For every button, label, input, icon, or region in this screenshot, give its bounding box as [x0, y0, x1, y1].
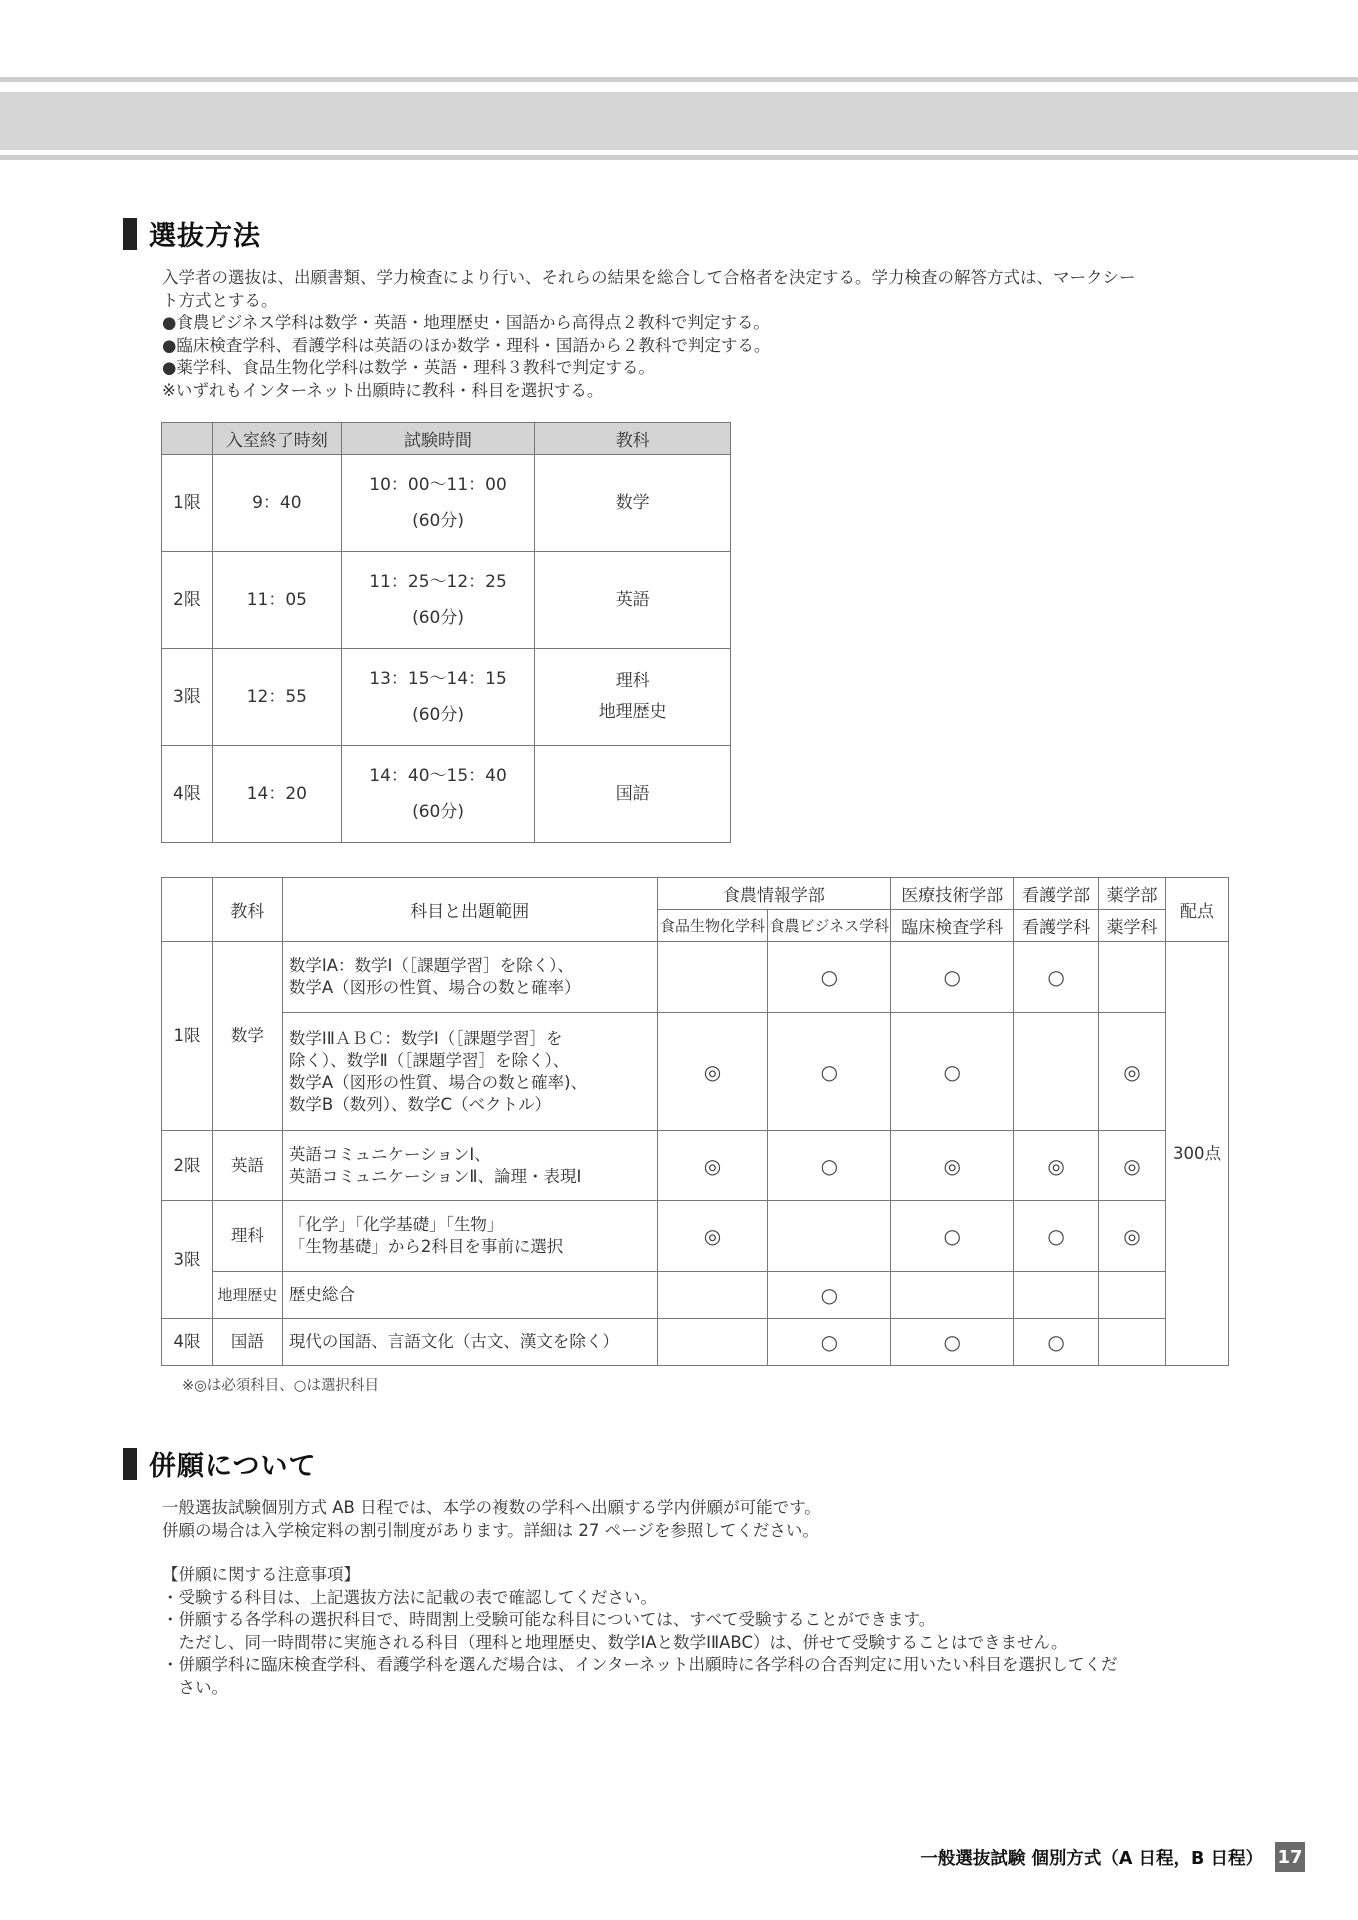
mark-cell	[768, 1201, 891, 1272]
paragraph-line: 一般選抜試験個別方式 AB 日程では、本学の複数の学科へ出願する学内併願が可能です。	[162, 1498, 821, 1517]
table-row	[162, 1131, 1229, 1201]
mark-cell	[1014, 1013, 1099, 1131]
subject: 理科	[615, 671, 650, 691]
period-cell: 4限	[162, 746, 213, 843]
range-line: 英語コミュニケーションⅡ、論理・表現Ⅰ	[288, 1166, 582, 1186]
mark-cell	[657, 942, 768, 1013]
header-subject: 教科	[212, 878, 282, 942]
schedule-header-cell: 入室終了時刻	[212, 423, 341, 455]
exam-time: 14：40〜15：40	[369, 766, 507, 786]
header-dept: 薬学科	[1099, 910, 1166, 942]
mark-cell: ○	[768, 1131, 891, 1201]
section-marker	[123, 1448, 137, 1480]
exam-time: 10：00〜11：00	[369, 475, 507, 495]
schedule-row	[162, 552, 731, 649]
mark-cell	[1099, 1319, 1166, 1366]
subject: 数学	[615, 493, 650, 513]
range-line: 数学ⅠⅡＡＢＣ：数学Ⅰ（［課題学習］を	[288, 1028, 563, 1048]
table-note: ※◎は必須科目、○は選択科目	[182, 1378, 379, 1394]
footer-title: 一般選抜試験 個別方式（A 日程，B 日程）	[920, 1848, 1263, 1869]
period-cell: 1限	[162, 455, 213, 552]
paragraph-line: ただし、同一時間帯に実施される科目（理科と地理歴史、数学ⅠAと数学ⅠⅡABC）は、併せて受験することはできません。	[162, 1632, 1068, 1652]
header-line-bottom	[0, 155, 1358, 160]
paragraph-line: ●臨床検査学科、看護学科は英語のほか数学・理科・国語から２教科で判定する。	[162, 335, 771, 355]
exam-time: 13：15〜14：15	[369, 669, 507, 689]
header-faculty: 食農情報学部	[657, 878, 891, 910]
header-dept: 食農ビジネス学科	[768, 910, 891, 942]
mark-cell: ○	[768, 1013, 891, 1131]
range-line: 「化学」「化学基礎」「生物」	[288, 1215, 504, 1234]
exam-time-cell	[341, 649, 535, 746]
page-footer	[920, 1842, 1305, 1872]
header-dept: 食品生物化学科	[657, 910, 768, 942]
range-cell	[282, 942, 657, 1013]
range-line: 現代の国語、言語文化（古文、漢文を除く）	[288, 1332, 619, 1351]
header-points: 配点	[1166, 878, 1229, 942]
paragraph-line: さい。	[162, 1677, 228, 1697]
exam-time-cell	[341, 746, 535, 843]
section-title-selection	[123, 214, 261, 253]
mark-cell	[891, 1272, 1014, 1319]
mark-cell	[1099, 942, 1166, 1013]
range-line: 除く）、数学Ⅱ（［課題学習］を除く）、	[288, 1050, 570, 1070]
range-line: 数学A（図形の性質、場合の数と確率)、	[288, 1072, 588, 1092]
header-line-top	[0, 77, 1358, 82]
range-cell	[282, 1013, 657, 1131]
mark-cell: ○	[891, 1013, 1014, 1131]
period-cell: 2限	[162, 1131, 213, 1201]
mark-cell: ○	[1014, 1319, 1099, 1366]
mark-cell: ◎	[1014, 1131, 1099, 1201]
section-title-combined-application	[123, 1444, 316, 1483]
schedule-row	[162, 649, 731, 746]
section-title-text: 併願について	[149, 1451, 317, 1482]
exam-time-cell	[341, 552, 535, 649]
section-marker	[123, 218, 137, 250]
range-cell	[282, 1272, 657, 1319]
paragraph-line	[162, 1542, 1242, 1564]
mark-cell: ◎	[657, 1013, 768, 1131]
range-cell	[282, 1201, 657, 1272]
points-cell: 300点	[1166, 942, 1229, 1366]
header-faculty: 医療技術学部	[891, 878, 1014, 910]
mark-cell: ○	[891, 942, 1014, 1013]
mark-cell	[657, 1319, 768, 1366]
exam-time: 11：25〜12：25	[369, 572, 507, 592]
subject-cell: 英語	[212, 1131, 282, 1201]
table-row	[162, 1319, 1229, 1366]
paragraph-line: 【併願に関する注意事項】	[162, 1565, 360, 1584]
range-line: 数学ⅠA：数学Ⅰ（［課題学習］を除く）、	[288, 956, 574, 975]
paragraph-line: 入学者の選抜は、出願書類、学力検査により行い、それらの結果を総合して合格者を決定する。学力検査の解答方式は、マークシー	[162, 268, 1136, 287]
paragraph-line: ・併願学科に臨床検査学科、看護学科を選んだ場合は、インターネット出願時に各学科の合否判定に用いたい科目を選択してくだ	[162, 1655, 1118, 1674]
schedule-row	[162, 455, 731, 552]
header-faculty: 看護学部	[1014, 878, 1099, 910]
header-empty	[162, 878, 213, 942]
range-line: 数学A（図形の性質、場合の数と確率）	[288, 978, 581, 997]
period-cell: 2限	[162, 552, 213, 649]
mark-cell: ◎	[657, 1131, 768, 1201]
section-title-text: 選抜方法	[149, 221, 261, 252]
subject-cell	[535, 455, 731, 552]
subject: 国語	[615, 784, 650, 804]
paragraph-line: ト方式とする。	[162, 290, 278, 310]
exam-duration: (60分)	[412, 802, 464, 822]
range-line: 歴史総合	[288, 1285, 355, 1304]
entry-time-cell: 11：05	[212, 552, 341, 649]
paragraph-line: 併願の場合は入学検定料の割引制度があります。詳細は 27 ページを参照してください。	[162, 1520, 819, 1540]
mark-cell: ◎	[1099, 1013, 1166, 1131]
header-dept: 看護学科	[1014, 910, 1099, 942]
entry-time-cell: 9：40	[212, 455, 341, 552]
period-cell: 3限	[162, 1201, 213, 1319]
subject-alt: 地理歴史	[598, 702, 667, 722]
subject-cell: 国語	[212, 1319, 282, 1366]
schedule-row	[162, 746, 731, 843]
subject-cell	[535, 649, 731, 746]
subject-cell	[535, 746, 731, 843]
schedule-header-cell: 試験時間	[341, 423, 535, 455]
table-row	[162, 942, 1229, 1013]
entry-time-cell: 12：55	[212, 649, 341, 746]
subject-cell	[535, 552, 731, 649]
range-line: 数学B（数列）、数学C（ベクトル）	[288, 1094, 551, 1114]
paragraph-line: ・受験する科目は、上記選抜方法に記載の表で確認してください。	[162, 1587, 657, 1607]
period-cell: 1限	[162, 942, 213, 1131]
subjects-header-row	[162, 878, 1229, 910]
mark-cell: ◎	[891, 1131, 1014, 1201]
subject-cell: 地理歴史	[212, 1272, 282, 1319]
range-cell	[282, 1319, 657, 1366]
mark-cell: ○	[768, 942, 891, 1013]
entry-time-cell: 14：20	[212, 746, 341, 843]
table-row	[162, 1013, 1229, 1131]
range-cell	[282, 1131, 657, 1201]
subject-cell: 理科	[212, 1201, 282, 1272]
page-number: 17	[1275, 1842, 1305, 1872]
table-row	[162, 1272, 1229, 1319]
schedule-header-cell	[162, 423, 213, 455]
mark-cell: ○	[1014, 1201, 1099, 1272]
exam-time-cell	[341, 455, 535, 552]
mark-cell: ○	[768, 1272, 891, 1319]
table-row	[162, 1201, 1229, 1272]
header-band	[0, 92, 1358, 150]
header-faculty: 薬学部	[1099, 878, 1166, 910]
exam-duration: (60分)	[412, 705, 464, 725]
mark-cell: ○	[891, 1319, 1014, 1366]
schedule-table	[161, 422, 731, 843]
mark-cell: ◎	[1099, 1201, 1166, 1272]
mark-cell: ○	[768, 1319, 891, 1366]
subject-cell: 数学	[212, 942, 282, 1131]
combined-application-text	[162, 1497, 1242, 1699]
mark-cell	[1014, 1272, 1099, 1319]
paragraph-line: ●薬学科、食品生物化学科は数学・英語・理科３教科で判定する。	[162, 358, 655, 377]
mark-cell: ○	[891, 1201, 1014, 1272]
exam-duration: (60分)	[412, 608, 464, 628]
paragraph-line: ●食農ビジネス学科は数学・英語・地理歴史・国語から高得点２教科で判定する。	[162, 313, 770, 332]
mark-cell: ○	[1014, 942, 1099, 1013]
selection-description	[162, 267, 1232, 402]
schedule-header-cell: 教科	[535, 423, 731, 455]
range-line: 英語コミュニケーションⅠ、	[288, 1144, 491, 1164]
paragraph-line: ・併願する各学科の選択科目で、時間割上受験可能な科目については、すべて受験することができます。	[162, 1610, 936, 1629]
header-range: 科目と出題範囲	[282, 878, 657, 942]
subjects-table	[161, 877, 1229, 1366]
exam-duration: (60分)	[412, 511, 464, 531]
mark-cell	[1099, 1272, 1166, 1319]
header-dept: 臨床検査学科	[891, 910, 1014, 942]
subject: 英語	[615, 590, 650, 610]
schedule-header-row	[162, 423, 731, 455]
paragraph-line: ※いずれもインターネット出願時に教科・科目を選択する。	[162, 380, 604, 400]
mark-cell	[657, 1272, 768, 1319]
mark-cell: ◎	[657, 1201, 768, 1272]
range-line: 「生物基礎」から2科目を事前に選択	[288, 1237, 564, 1256]
mark-cell: ◎	[1099, 1131, 1166, 1201]
period-cell: 3限	[162, 649, 213, 746]
period-cell: 4限	[162, 1319, 213, 1366]
